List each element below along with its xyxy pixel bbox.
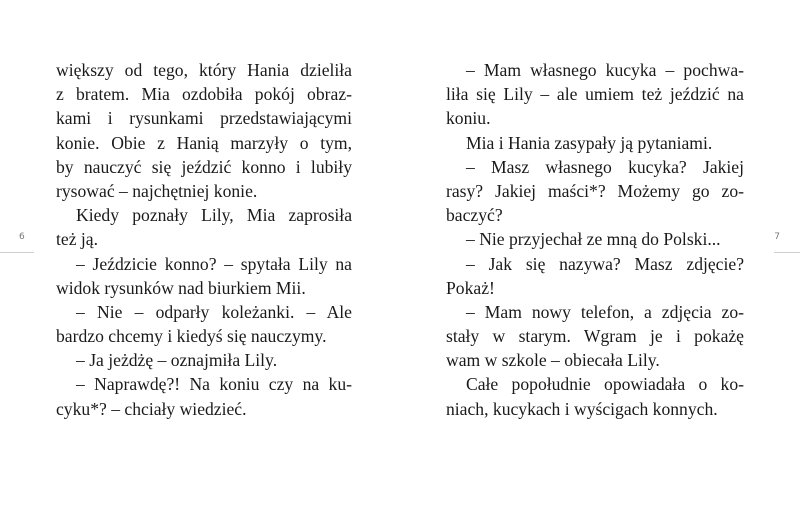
text-line: – Ja jeżdżę – oznajmiła Lily. (76, 350, 278, 371)
text-line: baczyć? (446, 205, 503, 226)
text-line: – Jak się nazywa? Masz zdjęcie? (466, 253, 744, 274)
text-line: niach, kucykach i wyścigach konnych. (446, 398, 718, 419)
text-line: cyku*? – chciały wiedzieć. (56, 398, 247, 419)
text-line: liła się Lily – ale umiem też jeździć na (446, 84, 744, 105)
page-edge-marker-right (774, 252, 800, 253)
text-line: Pokaż! (446, 277, 495, 298)
text-line: – Nie przyjechał ze mną do Polski... (466, 229, 721, 250)
text-line: Kiedy poznały Lily, Mia zaprosiła (76, 205, 352, 226)
text-line: z bratem. Mia ozdobiła pokój obraz- (56, 84, 352, 105)
text-line: rysować – najchętniej konie. (56, 180, 258, 201)
text-line: wam w szkole – obiecała Lily. (446, 350, 660, 371)
text-line: – Jeździcie konno? – spytała Lily na (76, 253, 352, 274)
text-line: Mia i Hania zasypały ją pytaniami. (466, 132, 713, 153)
text-line: – Nie – odparły koleżanki. – Ale (76, 301, 352, 322)
text-line: – Mam własnego kucyka – pochwa- (466, 60, 744, 80)
text-line: widok rysunków nad biurkiem Mii. (56, 277, 306, 298)
text-line: – Mam nowy telefon, a zdjęcia zo- (466, 301, 744, 322)
text-line: też ją. (56, 229, 98, 250)
text-line: Całe popołudnie opowiadała o ko- (466, 374, 744, 395)
text-line: rasy? Jakiej maści*? Możemy go zo- (446, 180, 744, 201)
text-line: stały w starym. Wgram je i pokażę (446, 326, 744, 347)
text-line: – Masz własnego kucyka? Jakiej (466, 156, 744, 177)
text-line: koniu. (446, 108, 491, 129)
text-line: większy od tego, który Hania dzieliła (56, 60, 352, 80)
text-line: – Naprawdę?! Na koniu czy na ku- (76, 374, 352, 395)
page-number-right: 7 (774, 232, 780, 242)
text-line: konie. Obie z Hanią marzyły o tym, (56, 132, 352, 153)
text-line: bardzo chcemy i kiedyś się nauczymy. (56, 326, 327, 347)
text-line: kami i rysunkami przedstawiającymi (56, 108, 352, 129)
text-line: by nauczyć się jeździć konno i lubiły (56, 156, 352, 177)
page-number-left: 6 (19, 232, 25, 242)
left-page-text (56, 58, 352, 421)
right-page-text (446, 58, 744, 421)
right-page (400, 0, 800, 511)
page-edge-marker-left (0, 252, 34, 253)
